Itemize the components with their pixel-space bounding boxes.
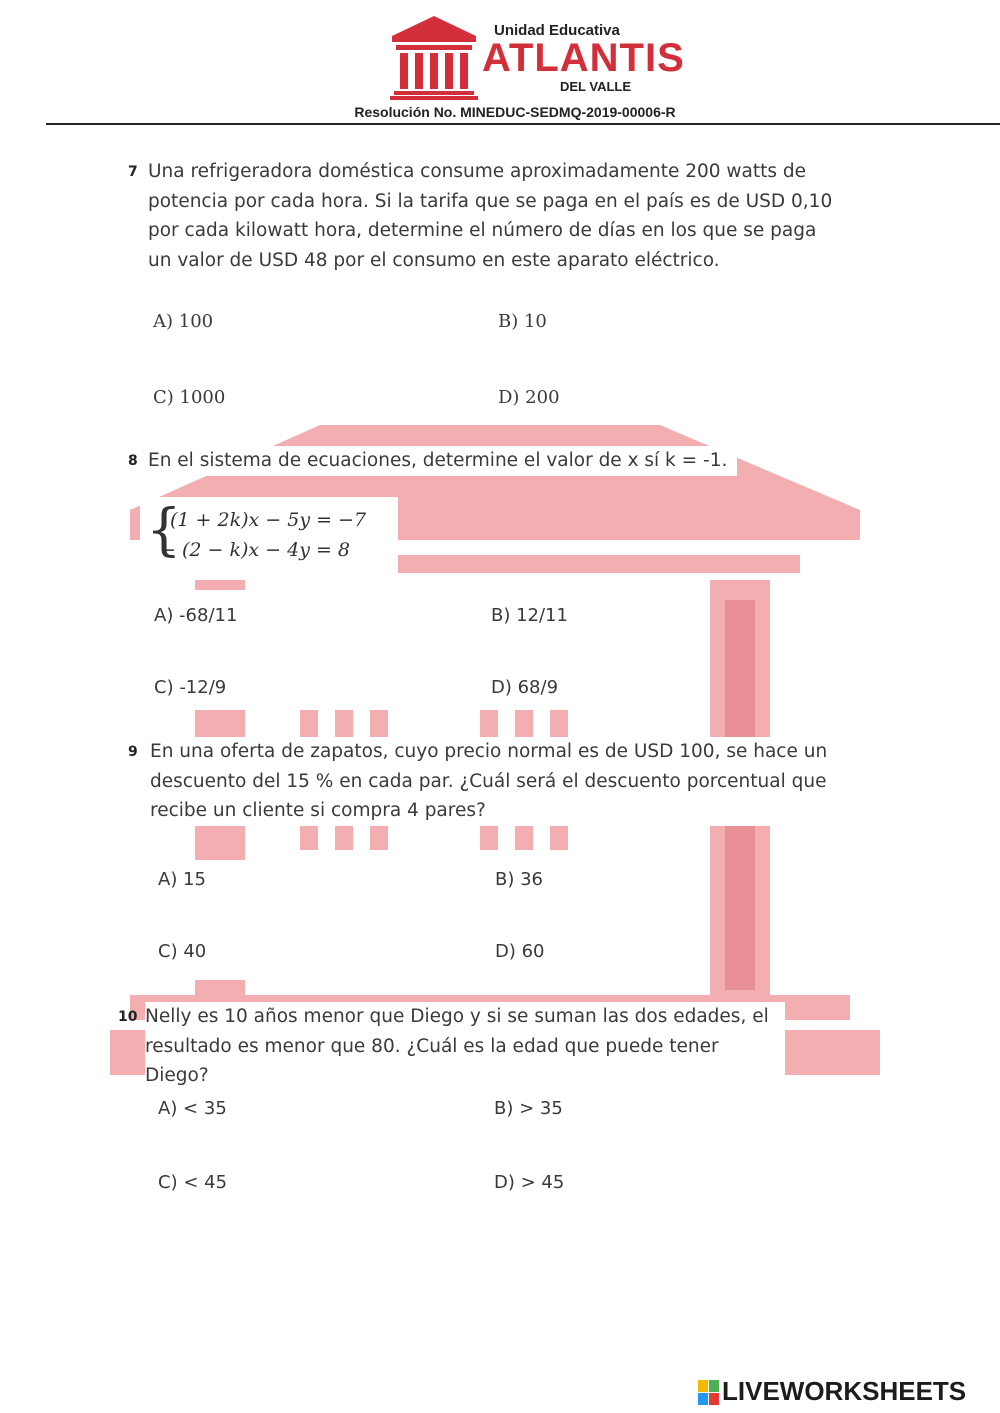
- question-text: [148, 157, 848, 275]
- header-divider: [46, 123, 1000, 125]
- question-line: un valor de USD 48 por el consumo en este aparato eléctrico.: [148, 249, 720, 271]
- option-a[interactable]: A) 15: [158, 869, 206, 890]
- school-name: ATLANTIS: [482, 36, 685, 80]
- question-line: por cada kilowatt hora, determine el número de días en los que se paga: [148, 220, 817, 241]
- question-line: descuento del 15 % en cada par. ¿Cuál será el descuento porcentual que: [150, 770, 827, 792]
- question-number: 10: [118, 1009, 138, 1025]
- option-c[interactable]: C) 40: [158, 941, 207, 962]
- equation-system: [140, 497, 398, 573]
- option-d[interactable]: D) 60: [495, 941, 545, 962]
- school-place: DEL VALLE: [560, 79, 632, 94]
- question-number: 9: [128, 744, 138, 760]
- option-a[interactable]: A) -68/11: [154, 605, 238, 626]
- liveworksheets-logo-icon: [698, 1380, 720, 1406]
- question-line: Una refrigeradora doméstica consume aproximadamente 200 watts de: [148, 161, 807, 182]
- question-line: recibe un cliente si compra 4 pares?: [150, 800, 486, 821]
- option-d[interactable]: D) 68/9: [491, 677, 559, 698]
- option-a[interactable]: A) < 35: [158, 1098, 227, 1119]
- school-logo-icon: [388, 14, 480, 100]
- question-text: [150, 737, 850, 826]
- question-line: resultado es menor que 80. ¿Cuál es la edad que puede tener Diego?: [145, 1035, 719, 1086]
- question-line: En una oferta de zapatos, cuyo precio normal es de USD 100, se hace un: [150, 741, 828, 762]
- option-a[interactable]: A) 100: [153, 311, 214, 332]
- option-d[interactable]: D) 200: [498, 387, 560, 408]
- option-c[interactable]: C) < 45: [158, 1172, 228, 1193]
- question-line: Nelly es 10 años menor que Diego y si se suman las dos edades, el: [145, 1006, 769, 1027]
- option-b[interactable]: B) 10: [498, 311, 547, 332]
- question-number: 7: [128, 164, 138, 180]
- equation-line: − (2 − k)x − 4y = 8: [160, 539, 351, 561]
- question-text: [148, 446, 737, 476]
- liveworksheets-brand: LIVEWORKSHEETS: [722, 1376, 967, 1406]
- option-b[interactable]: B) 36: [495, 869, 543, 890]
- option-c[interactable]: C) 1000: [153, 387, 226, 408]
- question-text: [145, 1002, 785, 1097]
- option-c[interactable]: C) -12/9: [154, 677, 227, 698]
- question-line: potencia por cada hora. Si la tarifa que se paga en el país es de USD 0,10: [148, 190, 833, 212]
- question-number: 8: [128, 453, 138, 469]
- option-b[interactable]: B) > 35: [494, 1098, 563, 1119]
- question-line: En el sistema de ecuaciones, determine el valor de x sí k = -1.: [148, 450, 728, 471]
- school-subtitle: Unidad Educativa: [494, 22, 620, 39]
- option-d[interactable]: D) > 45: [494, 1172, 565, 1193]
- option-b[interactable]: B) 12/11: [491, 605, 568, 626]
- equation-line: (1 + 2k)x − 5y = −7: [170, 509, 367, 531]
- brace-icon: {: [146, 498, 182, 563]
- resolution-number: Resolución No. MINEDUC-SEDMQ-2019-00006-R: [354, 104, 676, 120]
